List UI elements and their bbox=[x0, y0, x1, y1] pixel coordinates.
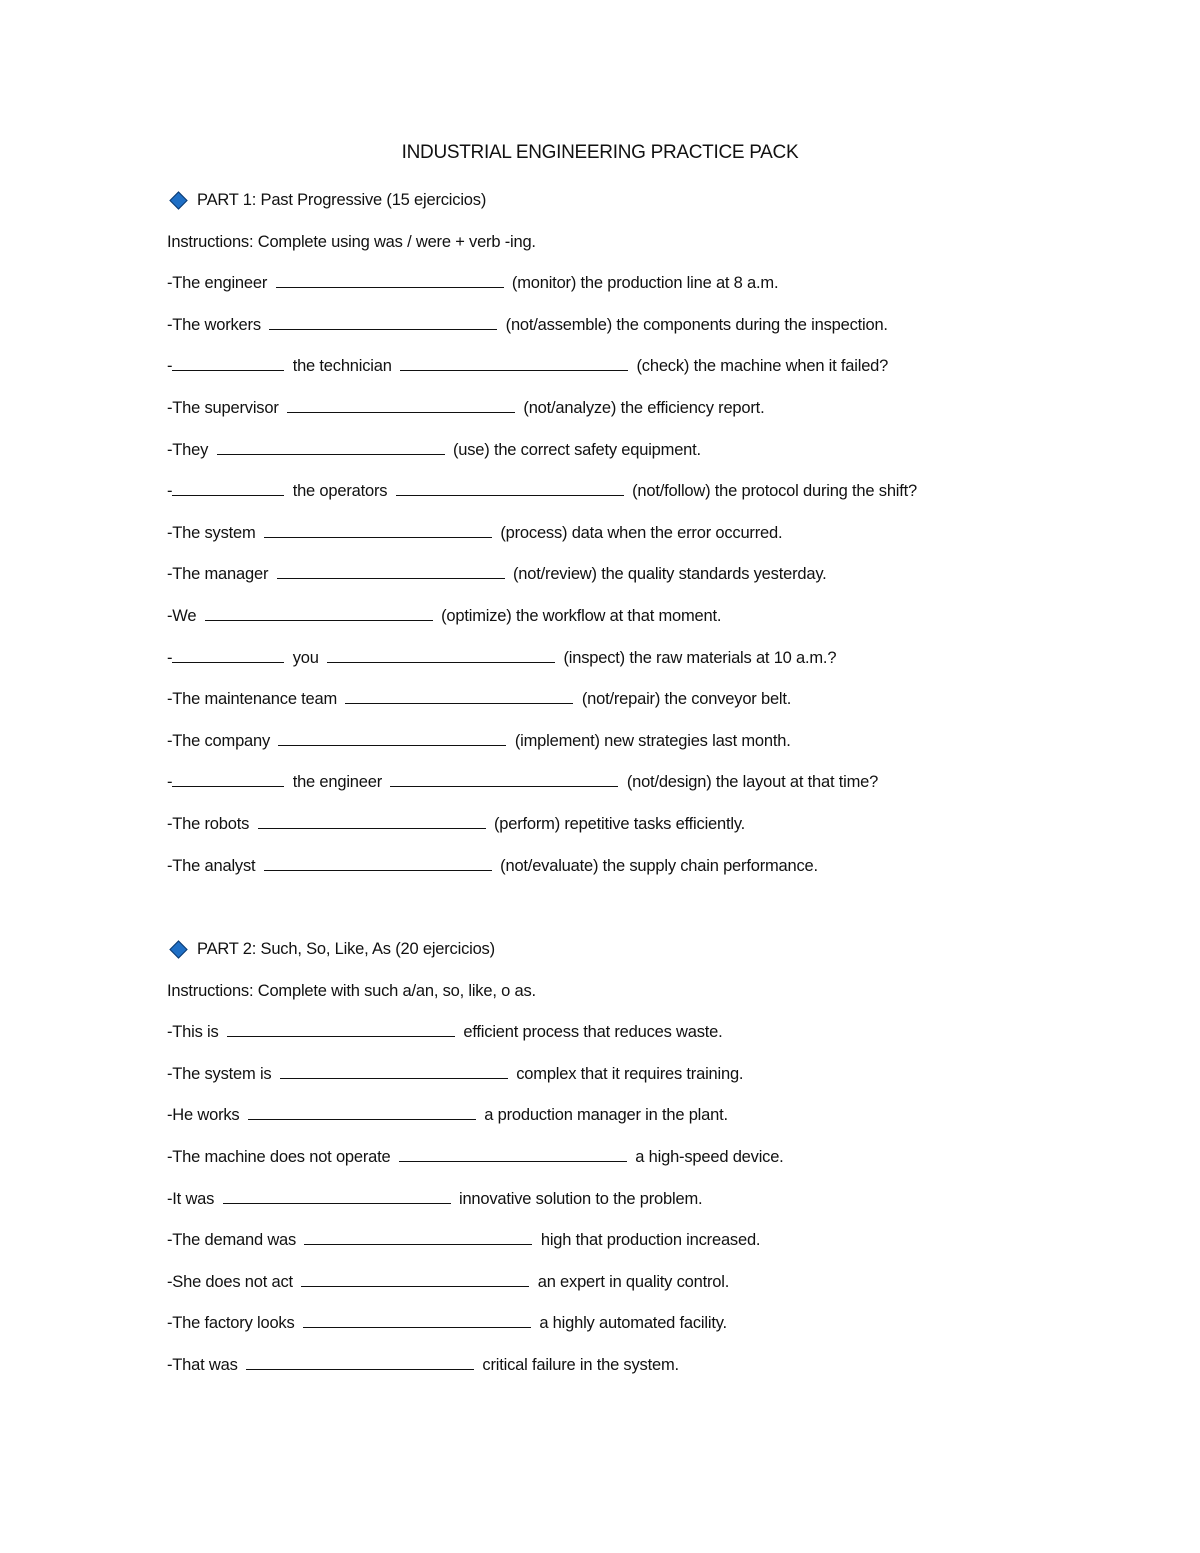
exercise-text-before: -The supervisor bbox=[167, 398, 279, 417]
exercise-text-before: -That was bbox=[167, 1355, 238, 1374]
exercise-lead: - bbox=[167, 773, 173, 792]
answer-blank[interactable] bbox=[258, 813, 486, 829]
exercise-text-before: you bbox=[292, 648, 319, 667]
exercise-text-before: -The demand was bbox=[167, 1231, 297, 1250]
exercise-text-after: (not/assemble) the components during the inspection. bbox=[505, 315, 888, 334]
part1-exercise-item bbox=[167, 554, 1127, 596]
answer-blank[interactable] bbox=[396, 480, 624, 496]
answer-blank[interactable] bbox=[278, 730, 506, 746]
exercise-lead: - bbox=[167, 482, 173, 501]
part2-exercise-item bbox=[167, 1220, 1127, 1262]
diamond-bullet-icon bbox=[169, 192, 187, 210]
exercise-text-after: (optimize) the workflow at that moment. bbox=[441, 606, 722, 625]
question-blank[interactable] bbox=[172, 647, 284, 663]
exercise-text-after: (not/follow) the protocol during the shift? bbox=[632, 482, 918, 501]
exercise-text-after: (not/repair) the conveyor belt. bbox=[581, 690, 792, 709]
question-blank[interactable] bbox=[172, 480, 284, 496]
exercise-text-before: the engineer bbox=[292, 773, 383, 792]
part1-exercise-item bbox=[167, 721, 1127, 763]
answer-blank[interactable] bbox=[264, 855, 492, 871]
exercise-lead: - bbox=[167, 648, 173, 667]
answer-blank[interactable] bbox=[400, 355, 628, 371]
page-title: INDUSTRIAL ENGINEERING PRACTICE PACK bbox=[401, 142, 799, 163]
part1-exercise-item bbox=[167, 638, 1127, 680]
answer-blank[interactable] bbox=[301, 1271, 529, 1287]
exercise-text-after: (not/evaluate) the supply chain performance. bbox=[500, 856, 818, 875]
exercise-text-after: (implement) new strategies last month. bbox=[514, 731, 791, 750]
exercise-text-after: critical failure in the system. bbox=[482, 1355, 679, 1374]
part1-exercise-list bbox=[167, 263, 1127, 887]
answer-blank[interactable] bbox=[264, 522, 492, 538]
part1-exercise-item bbox=[167, 762, 1127, 804]
answer-blank[interactable] bbox=[304, 1229, 532, 1245]
exercise-text-after: (inspect) the raw materials at 10 a.m.? bbox=[563, 648, 837, 667]
part1-exercise-item bbox=[167, 471, 1127, 513]
exercise-text-after: a highly automated facility. bbox=[539, 1314, 727, 1333]
exercise-text-before: -The analyst bbox=[167, 856, 256, 875]
answer-blank[interactable] bbox=[399, 1146, 627, 1162]
part2-exercise-item bbox=[167, 1345, 1127, 1387]
exercise-text-after: (not/design) the layout at that time? bbox=[626, 773, 879, 792]
exercise-text-before: -He works bbox=[167, 1106, 240, 1125]
exercise-text-before: -The system is bbox=[167, 1064, 272, 1083]
part2-instructions: Instructions: Complete with such a/an, so, like, o as. bbox=[167, 981, 536, 1000]
part1-instructions: Instructions: Complete using was / were + verb -ing. bbox=[167, 232, 536, 251]
part2-section bbox=[167, 929, 1127, 1387]
answer-blank[interactable] bbox=[277, 563, 505, 579]
part1-exercise-item bbox=[167, 679, 1127, 721]
answer-blank[interactable] bbox=[276, 272, 504, 288]
exercise-text-before: the technician bbox=[292, 357, 392, 376]
exercise-text-after: (use) the correct safety equipment. bbox=[452, 440, 701, 459]
exercise-text-before: -The factory looks bbox=[167, 1314, 295, 1333]
answer-blank[interactable] bbox=[280, 1063, 508, 1079]
exercise-text-before: the operators bbox=[292, 482, 388, 501]
exercise-text-before: -The machine does not operate bbox=[167, 1147, 391, 1166]
part1-exercise-item bbox=[167, 846, 1127, 888]
exercise-text-after: (perform) repetitive tasks efficiently. bbox=[493, 814, 746, 833]
exercise-text-after: (process) data when the error occurred. bbox=[500, 523, 783, 542]
part2-exercise-item bbox=[167, 1262, 1127, 1304]
part1-exercise-item bbox=[167, 430, 1127, 472]
exercise-text-before: -The system bbox=[167, 523, 256, 542]
exercise-text-before: -We bbox=[167, 606, 197, 625]
answer-blank[interactable] bbox=[303, 1312, 531, 1328]
part1-exercise-item bbox=[167, 346, 1127, 388]
question-blank[interactable] bbox=[172, 355, 284, 371]
part2-exercise-list bbox=[167, 1012, 1127, 1386]
part2-exercise-item bbox=[167, 1303, 1127, 1345]
exercise-text-before: -The maintenance team bbox=[167, 690, 338, 709]
exercise-text-before: -This is bbox=[167, 1023, 219, 1042]
exercise-text-after: a high-speed device. bbox=[635, 1147, 784, 1166]
exercise-text-after: efficient process that reduces waste. bbox=[463, 1023, 723, 1042]
answer-blank[interactable] bbox=[205, 605, 433, 621]
exercise-text-after: an expert in quality control. bbox=[537, 1272, 730, 1291]
part1-exercise-item bbox=[167, 263, 1127, 305]
exercise-text-after: (check) the machine when it failed? bbox=[636, 357, 889, 376]
part1-exercise-item bbox=[167, 305, 1127, 347]
part2-exercise-item bbox=[167, 1012, 1127, 1054]
exercise-text-after: (monitor) the production line at 8 a.m. bbox=[511, 274, 779, 293]
answer-blank[interactable] bbox=[227, 1021, 455, 1037]
exercise-text-before: -The engineer bbox=[167, 274, 268, 293]
exercise-text-before: -She does not act bbox=[167, 1272, 293, 1291]
part2-heading-text: PART 2: Such, So, Like, As (20 ejercicios) bbox=[197, 940, 495, 958]
answer-blank[interactable] bbox=[327, 647, 555, 663]
diamond-bullet-icon bbox=[169, 941, 187, 959]
answer-blank[interactable] bbox=[248, 1104, 476, 1120]
answer-blank[interactable] bbox=[390, 771, 618, 787]
part1-heading bbox=[167, 180, 1127, 222]
answer-blank[interactable] bbox=[345, 688, 573, 704]
answer-blank[interactable] bbox=[223, 1188, 451, 1204]
exercise-text-before: -The company bbox=[167, 731, 271, 750]
exercise-text-after: innovative solution to the problem. bbox=[458, 1189, 703, 1208]
question-blank[interactable] bbox=[172, 771, 284, 787]
answer-blank[interactable] bbox=[287, 397, 515, 413]
part1-exercise-item bbox=[167, 804, 1127, 846]
exercise-text-after: high that production increased. bbox=[540, 1231, 761, 1250]
exercise-lead: - bbox=[167, 357, 173, 376]
part1-exercise-item bbox=[167, 596, 1127, 638]
part1-exercise-item bbox=[167, 513, 1127, 555]
part2-heading bbox=[167, 929, 1127, 971]
exercise-text-after: (not/analyze) the efficiency report. bbox=[523, 398, 765, 417]
exercise-text-after: (not/review) the quality standards yesterday. bbox=[513, 565, 827, 584]
part2-exercise-item bbox=[167, 1137, 1127, 1179]
answer-blank[interactable] bbox=[217, 439, 445, 455]
exercise-text-before: -The manager bbox=[167, 565, 269, 584]
part1-section bbox=[167, 180, 1127, 887]
answer-blank[interactable] bbox=[269, 314, 497, 330]
exercise-text-after: a production manager in the plant. bbox=[484, 1106, 728, 1125]
exercise-text-before: -They bbox=[167, 440, 209, 459]
part2-exercise-item bbox=[167, 1054, 1127, 1096]
part1-exercise-item bbox=[167, 388, 1127, 430]
part2-exercise-item bbox=[167, 1095, 1127, 1137]
exercise-text-before: -The workers bbox=[167, 315, 261, 334]
part2-exercise-item bbox=[167, 1179, 1127, 1221]
exercise-text-before: -The robots bbox=[167, 814, 250, 833]
part1-heading-text: PART 1: Past Progressive (15 ejercicios) bbox=[197, 191, 487, 209]
answer-blank[interactable] bbox=[246, 1354, 474, 1370]
exercise-text-before: -It was bbox=[167, 1189, 215, 1208]
exercise-text-after: complex that it requires training. bbox=[516, 1064, 744, 1083]
